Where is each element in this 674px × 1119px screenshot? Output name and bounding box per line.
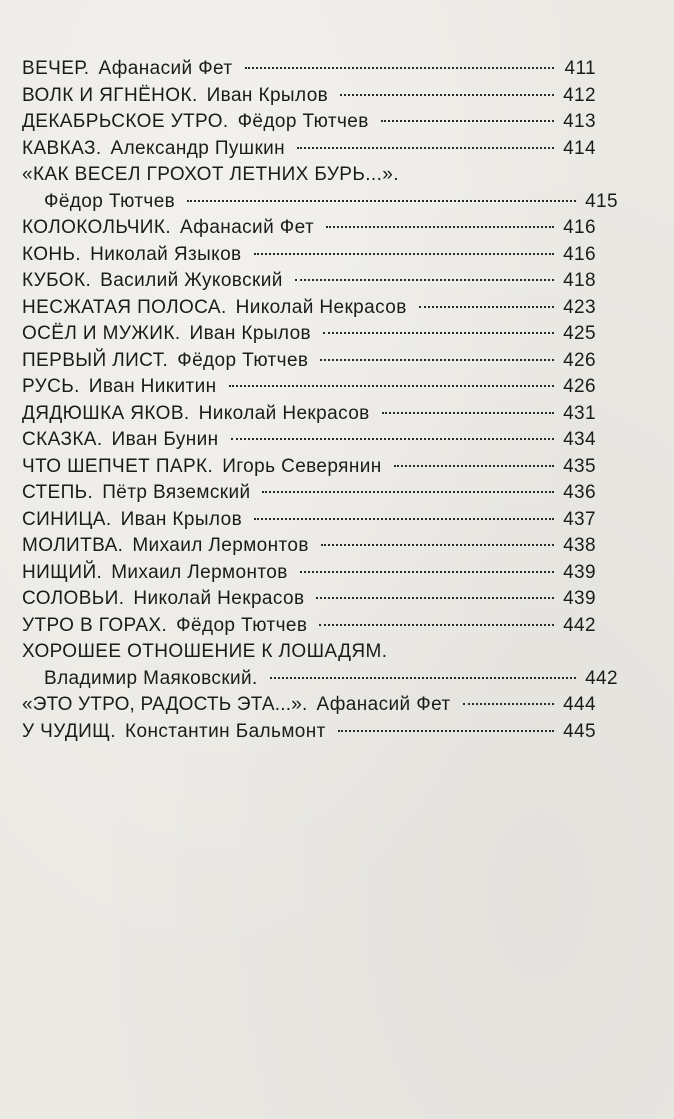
toc-entry xyxy=(22,401,596,428)
dot-leader xyxy=(270,675,576,679)
dot-leader xyxy=(319,622,554,626)
entry-title: УТРО В ГОРАХ. xyxy=(22,614,168,636)
dot-leader xyxy=(254,251,554,255)
toc-entry xyxy=(22,507,596,534)
toc-entry-title-line xyxy=(22,162,596,189)
entry-author: Иван Крылов xyxy=(120,508,243,530)
entry-title: ХОРОШЕЕ ОТНОШЕНИЕ К ЛОШАДЯМ. xyxy=(22,641,388,662)
entry-page-number: 413 xyxy=(563,111,596,132)
entry-page-number: 411 xyxy=(564,58,596,79)
entry-title: НЕСЖАТАЯ ПОЛОСА. xyxy=(22,296,227,318)
entry-author: Николай Некрасов xyxy=(133,588,305,609)
entry-page-number: 435 xyxy=(563,455,596,477)
entry-page-number: 416 xyxy=(563,217,596,238)
entry-author: Александр Пушкин xyxy=(110,137,286,159)
table-of-contents xyxy=(22,56,618,745)
dot-leader xyxy=(231,436,554,440)
entry-page-number: 438 xyxy=(563,535,596,556)
entry-page-number: 436 xyxy=(563,482,596,503)
dot-leader xyxy=(381,118,554,122)
entry-title: ПЕРВЫЙ ЛИСТ. xyxy=(22,349,169,371)
entry-title: СИНИЦА. xyxy=(22,508,112,530)
entry-title: СТЕПЬ. xyxy=(22,482,94,503)
entry-page-number: 442 xyxy=(563,614,596,636)
dot-leader xyxy=(187,198,576,202)
dot-leader xyxy=(326,224,554,228)
dot-leader xyxy=(419,304,554,308)
entry-title: «ЭТО УТРО, РАДОСТЬ ЭТА...». xyxy=(22,694,308,715)
toc-entry xyxy=(22,480,596,507)
entry-title: КАВКАЗ. xyxy=(22,137,102,159)
dot-leader xyxy=(338,728,554,732)
entry-author: Константин Бальмонт xyxy=(125,720,326,742)
toc-entry xyxy=(22,374,596,401)
entry-author: Иван Бунин xyxy=(111,429,219,450)
toc-entry xyxy=(22,215,596,242)
dot-leader xyxy=(340,92,554,96)
toc-entry xyxy=(22,295,596,322)
entry-author: Иван Крылов xyxy=(189,323,312,344)
entry-author: Фёдор Тютчев xyxy=(176,614,308,636)
toc-entry xyxy=(22,242,596,269)
entry-page-number: 414 xyxy=(563,137,596,159)
entry-author: Фёдор Тютчев xyxy=(44,190,176,212)
entry-author: Пётр Вяземский xyxy=(102,482,251,503)
entry-title: «КАК ВЕСЕЛ ГРОХОТ ЛЕТНИХ БУРЬ...». xyxy=(22,164,399,185)
toc-entry xyxy=(22,586,596,613)
entry-title: КОЛОКОЛЬЧИК. xyxy=(22,217,172,238)
entry-title: НИЩИЙ. xyxy=(22,561,103,583)
entry-page-number: 431 xyxy=(563,402,596,424)
entry-author: Афанасий Фет xyxy=(180,217,315,238)
dot-leader xyxy=(229,383,554,387)
entry-author: Игорь Северянин xyxy=(222,455,382,477)
entry-page-number: 416 xyxy=(563,243,596,265)
dot-leader xyxy=(463,701,554,705)
entry-page-number: 418 xyxy=(563,270,596,291)
entry-title: ОСЁЛ И МУЖИК. xyxy=(22,323,181,344)
dot-leader xyxy=(323,330,554,334)
entry-page-number: 412 xyxy=(563,84,596,106)
toc-entry xyxy=(22,83,596,110)
dot-leader xyxy=(295,277,554,281)
entry-author: Владимир Маяковский. xyxy=(44,667,258,689)
toc-entry xyxy=(22,56,596,83)
entry-page-number: 426 xyxy=(563,376,596,397)
entry-title: ДЕКАБРЬСКОЕ УТРО. xyxy=(22,111,229,132)
entry-page-number: 425 xyxy=(563,323,596,344)
toc-entry xyxy=(22,348,596,375)
entry-page-number: 426 xyxy=(563,349,596,371)
entry-title: РУСЬ. xyxy=(22,376,80,397)
entry-page-number: 442 xyxy=(585,667,618,689)
toc-entry xyxy=(22,136,596,163)
entry-title: У ЧУДИЩ. xyxy=(22,720,117,742)
toc-entry-continuation xyxy=(22,666,618,693)
toc-entry xyxy=(22,321,596,348)
toc-entry xyxy=(22,427,596,454)
dot-leader xyxy=(382,410,554,414)
entry-author: Иван Никитин xyxy=(88,376,217,397)
entry-page-number: 434 xyxy=(563,429,596,450)
dot-leader xyxy=(320,357,554,361)
toc-entry-title-line xyxy=(22,639,596,666)
entry-author: Николай Некрасов xyxy=(235,296,407,318)
entry-page-number: 439 xyxy=(563,561,596,583)
entry-author: Николай Языков xyxy=(90,243,242,265)
dot-leader xyxy=(262,489,554,493)
dot-leader xyxy=(297,145,554,149)
toc-entry xyxy=(22,268,596,295)
entry-author: Фёдор Тютчев xyxy=(237,111,369,132)
dot-leader xyxy=(394,463,554,467)
entry-author: Василий Жуковский xyxy=(100,270,283,291)
entry-title: ДЯДЮШКА ЯКОВ. xyxy=(22,402,190,424)
entry-title: СОЛОВЬИ. xyxy=(22,588,125,609)
entry-title: ВОЛК И ЯГНЁНОК. xyxy=(22,84,198,106)
entry-title: КОНЬ. xyxy=(22,243,82,265)
dot-leader xyxy=(254,516,554,520)
dot-leader xyxy=(316,595,554,599)
toc-entry xyxy=(22,109,596,136)
toc-entry-continuation xyxy=(22,189,618,216)
toc-entry xyxy=(22,692,596,719)
dot-leader xyxy=(321,542,554,546)
entry-author: Иван Крылов xyxy=(206,84,329,106)
entry-title: КУБОК. xyxy=(22,270,92,291)
entry-author: Афанасий Фет xyxy=(316,694,451,715)
entry-title: ЧТО ШЕПЧЕТ ПАРК. xyxy=(22,455,214,477)
entry-author: Фёдор Тютчев xyxy=(177,349,309,371)
entry-author: Михаил Лермонтов xyxy=(111,561,288,583)
toc-entry xyxy=(22,719,596,746)
toc-entry xyxy=(22,454,596,481)
toc-entry xyxy=(22,560,596,587)
entry-title: МОЛИТВА. xyxy=(22,535,124,556)
entry-title: ВЕЧЕР. xyxy=(22,58,90,79)
entry-page-number: 423 xyxy=(563,296,596,318)
entry-author: Михаил Лермонтов xyxy=(132,535,309,556)
dot-leader xyxy=(245,65,555,69)
entry-page-number: 415 xyxy=(585,190,618,212)
entry-page-number: 445 xyxy=(563,720,596,742)
entry-page-number: 444 xyxy=(563,694,596,715)
toc-entry xyxy=(22,613,596,640)
dot-leader xyxy=(300,569,554,573)
toc-entry xyxy=(22,533,596,560)
entry-title: СКАЗКА. xyxy=(22,429,103,450)
entry-author: Николай Некрасов xyxy=(198,402,370,424)
entry-page-number: 437 xyxy=(563,508,596,530)
entry-page-number: 439 xyxy=(563,588,596,609)
entry-author: Афанасий Фет xyxy=(98,58,233,79)
